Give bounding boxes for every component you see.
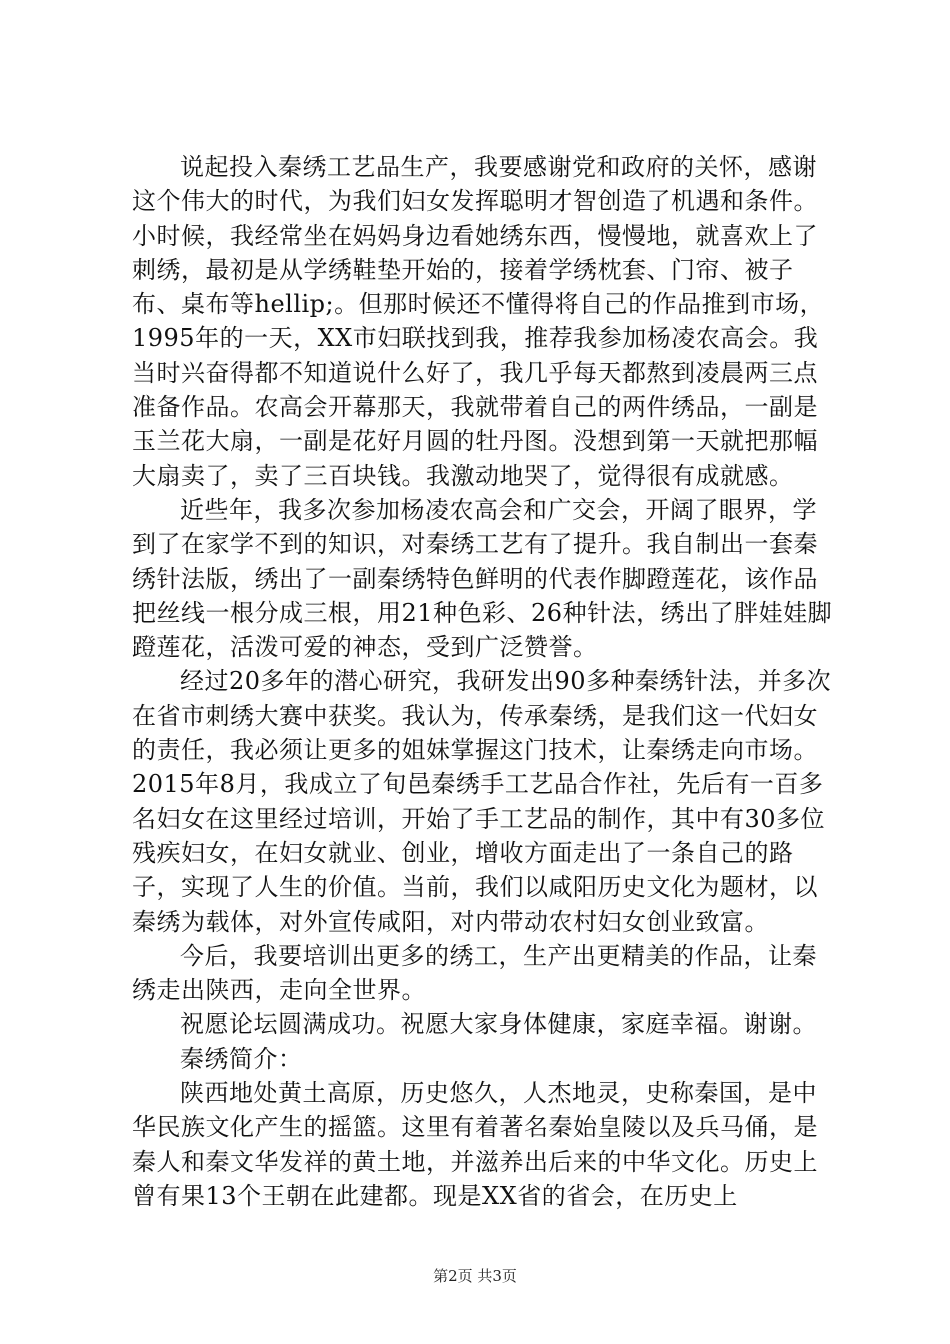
paragraph-recent-years: 近些年，我多次参加杨凌农高会和广交会，开阔了眼界，学到了在家学不到的知识，对秦绣工艺有了提升。我自制出一套秦绣针法版，绣出了一副秦绣特色鲜明的代表作脚蹬莲花，该作品把丝线一根分成三根，用21种色彩、26种针法，绣出了胖娃娃脚蹬莲花，活泼可爱的神态，受到广泛赞誉。 bbox=[132, 495, 833, 662]
paragraph-shaanxi-intro: 陕西地处黄土高原，历史悠久，人杰地灵，史称秦国，是中华民族文化产生的摇篮。这里有着著名秦始皇陵以及兵马俑，是秦人和秦文华发祥的黄土地，并滋养出后来的中华文化。历史上曾有果13个王朝在此建都。现是XX省的省会，在历史上 bbox=[132, 1079, 818, 1210]
paragraph-qinxiu-origin: 说起投入秦绣工艺品生产，我要感谢党和政府的关怀，感谢这个伟大的时代，为我们妇女发挥聪明才智创造了机遇和条件。小时候，我经常坐在妈妈身边看她绣东西，慢慢地，就喜欢上了刺绣，最初是从学绣鞋垫开始的，接着学绣枕套、门帘、被子布、桌布等hellip;。但那时候还不懂得将自己的作品推到市场，1995年的一天，XX市妇联找到我，推荐我参加杨凌农高会。我当时兴奋得都不知道说什么好了，我几乎每天都熬到凌晨两三点准备作品。农高会开幕那天，我就带着自己的两件绣品，一副是玉兰花大扇，一副是花好月圆的牡丹图。没想到第一天就把那幅大扇卖了，卖了三百块钱。我激动地哭了，觉得很有成就感。 bbox=[132, 153, 825, 490]
section-heading-qinxiu-intro: 秦绣简介： bbox=[180, 1044, 303, 1073]
paragraph-research: 经过20多年的潜心研究，我研发出90多种秦绣针法，并多次在省市刺绣大赛中获奖。我认为，传承秦绣，是我们这一代妇女的责任，我必须让更多的姐妹掌握这门技术，让秦绣走向市场。2015年8月，我成立了旬邑秦绣手工艺品合作社，先后有一百多名妇女在这里经过培训，开始了手工艺品的制作，其中有30多位残疾妇女，在妇女就业、创业，增收方面走出了一条自己的路子，实现了人生的价值。当前，我们以咸阳历史文化为题材，以秦绣为载体，对外宣传咸阳，对内带动农村妇女创业致富。 bbox=[132, 667, 832, 936]
page-footer: 第2页 共3页 bbox=[433, 1267, 517, 1285]
paragraph-wishes: 祝愿论坛圆满成功。祝愿大家身体健康，家庭幸福。谢谢。 bbox=[180, 1010, 817, 1039]
paragraph-future: 今后，我要培训出更多的绣工，生产出更精美的作品，让秦绣走出陕西，走向全世界。 bbox=[132, 941, 817, 1005]
document-body bbox=[132, 150, 838, 1213]
